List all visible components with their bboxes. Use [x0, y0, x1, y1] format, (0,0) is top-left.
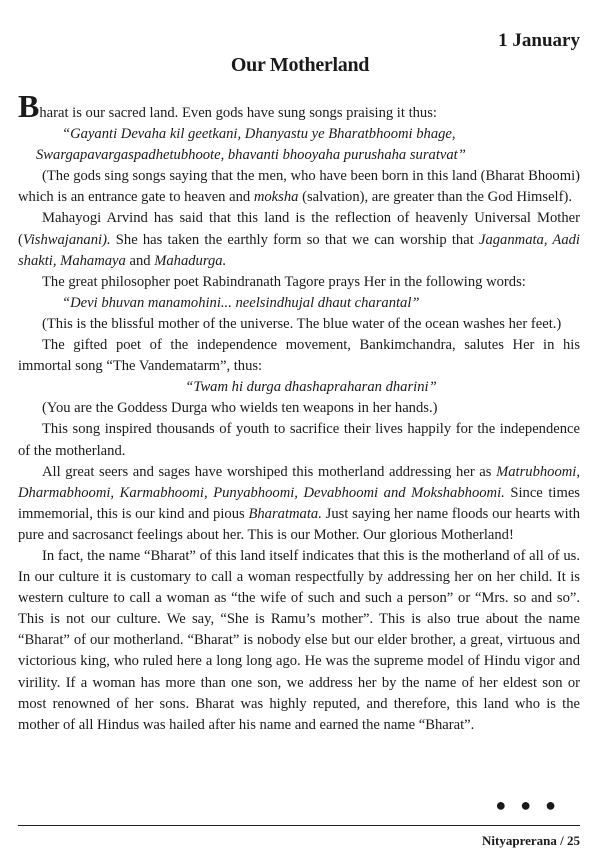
- paragraph-10: In fact, the name “Bharat” of this land itself indicates that this is the motherland of all of us. In our culture it is customary to call a woman respectfully by addressing her on her child. It is western culture to call a woman as “the wife of such and such a person” or “Mrs. so and so”. This is not our culture. We say, “She is Ramu’s mother”. This is also true about the name “Bharat” of our motherland. “Bharat” is nobody else but our elder brother, a great, virtuous and victorious king, who ruled here a long long ago. He was the supreme model of Hindu vigor and virility. If a woman has more than one son, we address her by the name of her eldest son or most renowned of her sons. Bharat was highly reputed, and therefore, this land who is the mother of all Hindus was hailed after his name and earned the name “Bharat”.: [18, 547, 580, 733]
- paragraph-3: [18, 208, 580, 271]
- paragraph-2-italic: moksha: [253, 189, 299, 206]
- paragraph-3-text-a: Mahayogi Arvind has said that this land is the reflection of heavenly Universal Mother (: [18, 210, 580, 248]
- paragraph-3-text-e: and: [125, 252, 155, 269]
- paragraph-5: (This is the blissful mother of the universe. The blue water of the ocean washes her feet.): [42, 315, 562, 332]
- verse-2: “Devi bhuvan manamohini... neelsindhujal dhaut charantal”: [62, 294, 420, 311]
- footer-rule: [18, 825, 580, 826]
- paragraph-1-text: harat is our sacred land. Even gods have sung songs praising it thus:: [39, 105, 437, 121]
- paragraph-2: [18, 166, 580, 208]
- paragraph-3-text-c: She has taken the earthly form so that we can worship that: [110, 231, 479, 248]
- paragraph-8: This song inspired thousands of youth to sacrifice their lives happily for the independence of the motherland.: [18, 421, 580, 459]
- ornament-dots: ●●●: [495, 795, 570, 815]
- paragraph-9-italic-b: Matrubhoomi, Dharmabhoomi, Karmabhoomi, Punyabhoomi, Devabhoomi and Mokshabhoomi.: [18, 463, 580, 501]
- paragraph-9-text-a: All great seers and sages have worshiped this motherland addressing her as: [42, 463, 497, 480]
- chapter-title: Our Motherland: [230, 54, 370, 76]
- page-date: 1 January: [498, 30, 580, 51]
- paragraph-3-italic-d: Jaganmata, Aadi shakti, Mahamaya: [18, 231, 580, 269]
- verse-1-line-2: Swargapavargaspadhetubhoote, bhavanti bhooyaha purushaha suratvat”: [36, 147, 466, 164]
- paragraph-2-text-a: (The gods sing songs saying that the men, who have been born in this land (Bharat Bhoomi) which is an entrance gate to heaven and: [18, 168, 580, 206]
- verse-3: “Twam hi durga dhashapraharan dharini”: [185, 379, 437, 396]
- drop-cap: B: [18, 88, 40, 124]
- paragraph-9: [18, 462, 580, 546]
- paragraph-6: The gifted poet of the independence movement, Bankimchandra, salutes Her in his immortal song “The Vandematarm”, thus:: [18, 337, 580, 375]
- page-footer: Nityaprerana / 25: [482, 833, 580, 848]
- verse-1: [18, 124, 580, 166]
- paragraph-9-text-c: Since times immemorial, this is our kind and pious: [18, 484, 580, 522]
- paragraph-4: The great philosopher poet Rabindranath Tagore prays Her in the following words:: [42, 273, 526, 290]
- paragraph-7: (You are the Goddess Durga who wields ten weapons in her hands.): [42, 400, 438, 417]
- paragraph-1: [18, 88, 580, 124]
- paragraph-3-italic-f: Mahadurga.: [154, 252, 227, 269]
- paragraph-3-italic-b: Vishwajanani).: [22, 231, 111, 248]
- paragraph-9-text-e: Just saying her name floods our hearts with pure and sacrosanct feelings about her. This is our Mother. Our glorious Motherland!: [18, 505, 580, 543]
- paragraph-9-italic-d: Bharatmata.: [248, 505, 322, 522]
- paragraph-2-text-c: (salvation), are greater than the God Himself).: [298, 189, 572, 206]
- verse-1-line-1: “Gayanti Devaha kil geetkani, Dhanyastu ye Bharatbhoomi bhage,: [62, 126, 456, 143]
- body-text: [18, 88, 580, 736]
